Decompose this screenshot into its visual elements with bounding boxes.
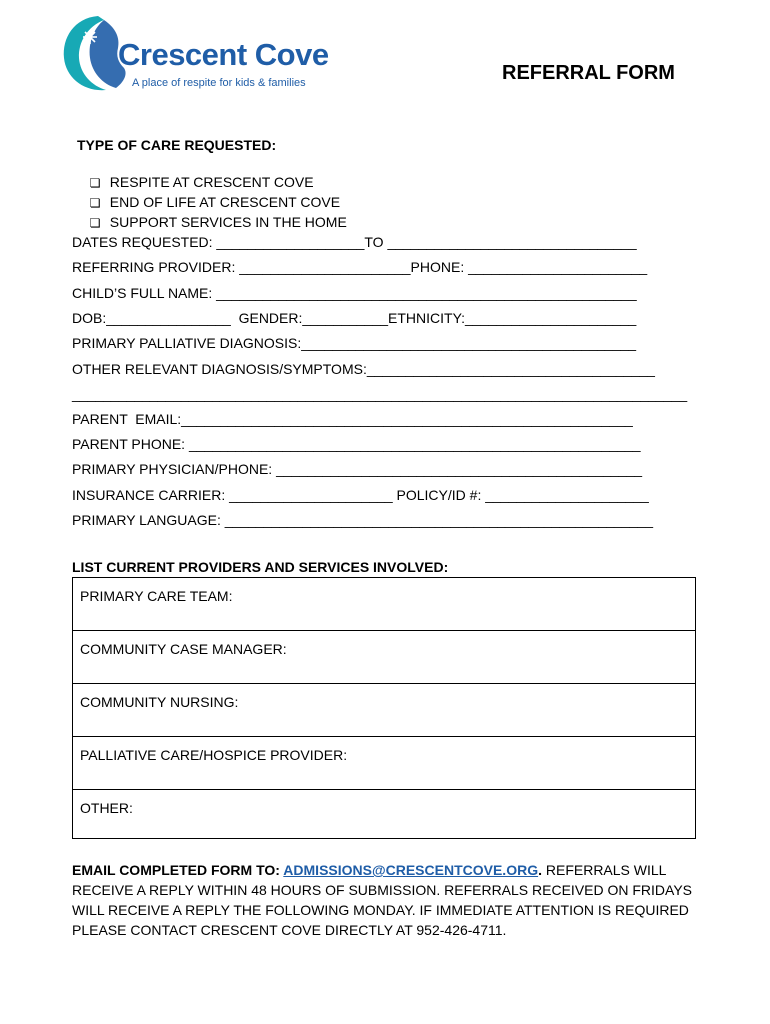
submission-instructions bbox=[72, 860, 702, 940]
provider-row-nursing[interactable] bbox=[73, 684, 695, 737]
provider-row-label: COMMUNITY CASE MANAGER: bbox=[80, 641, 287, 657]
provider-row-label: PALLIATIVE CARE/HOSPICE PROVIDER: bbox=[80, 747, 348, 763]
field-child-name[interactable]: CHILD’S FULL NAME: ______________________________________________________ bbox=[72, 285, 637, 301]
providers-table bbox=[72, 577, 696, 839]
field-primary-physician[interactable]: PRIMARY PHYSICIAN/PHONE: _______________________________________________ bbox=[72, 461, 643, 477]
brand-name: Crescent Cove bbox=[118, 37, 329, 72]
provider-row-label: OTHER: bbox=[80, 800, 133, 816]
checkbox-icon[interactable]: ❏ bbox=[89, 216, 101, 230]
field-parent-phone[interactable]: PARENT PHONE: __________________________________________________________ bbox=[72, 436, 641, 452]
field-dates-requested[interactable]: DATES REQUESTED: ___________________TO ________________________________ bbox=[72, 234, 637, 250]
field-other-diagnosis[interactable]: OTHER RELEVANT DIAGNOSIS/SYMPTOMS:_____________________________________ bbox=[72, 361, 655, 377]
provider-row-case-manager[interactable] bbox=[73, 631, 695, 684]
field-dob-gender-ethnicity[interactable]: DOB:________________ GENDER:___________ETHNICITY:______________________ bbox=[72, 310, 637, 326]
submission-period: . bbox=[538, 862, 542, 878]
provider-row-primary-care[interactable] bbox=[73, 578, 695, 631]
brand-tagline: A place of respite for kids & families bbox=[132, 77, 306, 89]
provider-row-label: COMMUNITY NURSING: bbox=[80, 694, 239, 710]
form-title: REFERRAL FORM bbox=[502, 62, 675, 84]
field-referring-provider[interactable]: REFERRING PROVIDER: ______________________PHONE: _______________________ bbox=[72, 259, 648, 275]
field-palliative-diagnosis[interactable]: PRIMARY PALLIATIVE DIAGNOSIS:___________________________________________ bbox=[72, 335, 637, 351]
care-option-label: END OF LIFE AT CRESCENT COVE bbox=[109, 194, 341, 210]
provider-row-label: PRIMARY CARE TEAM: bbox=[80, 588, 233, 604]
submission-lead: EMAIL COMPLETED FORM TO: bbox=[72, 862, 284, 878]
providers-heading: LIST CURRENT PROVIDERS AND SERVICES INVOLVED: bbox=[72, 559, 449, 575]
checkbox-icon[interactable]: ❏ bbox=[89, 196, 101, 210]
care-option-home-support[interactable] bbox=[82, 195, 347, 232]
field-other-diagnosis-continued[interactable]: _______________________________________________________________________________ bbox=[72, 386, 688, 402]
submission-text: REFERRALS WILL RECEIVE A REPLY WITHIN 48 HOURS OF SUBMISSION. REFERRALS RECEIVED ON FRIDAYS WILL RECEIVE A REPLY THE FOLLOWING MONDAY. IF IMMEDIATE ATTENTION IS REQUIRED PLEASE CONTACT CRESCENT COVE DIRECTLY AT 952-426-4711. bbox=[72, 862, 693, 938]
care-option-label: SUPPORT SERVICES IN THE HOME bbox=[109, 214, 347, 230]
checkbox-icon[interactable]: ❏ bbox=[89, 176, 101, 190]
field-primary-language[interactable]: PRIMARY LANGUAGE: _______________________________________________________ bbox=[72, 512, 653, 528]
care-type-heading: TYPE OF CARE REQUESTED: bbox=[77, 137, 277, 153]
care-option-label: RESPITE AT CRESCENT COVE bbox=[109, 174, 314, 190]
field-parent-email[interactable]: PARENT EMAIL:__________________________________________________________ bbox=[72, 411, 633, 427]
admissions-email-link[interactable]: ADMISSIONS@CRESCENTCOVE.ORG bbox=[283, 862, 539, 878]
provider-row-palliative[interactable] bbox=[73, 737, 695, 790]
provider-row-other[interactable] bbox=[73, 790, 695, 838]
field-insurance[interactable]: INSURANCE CARRIER: _____________________ POLICY/ID #: _____________________ bbox=[72, 487, 649, 503]
